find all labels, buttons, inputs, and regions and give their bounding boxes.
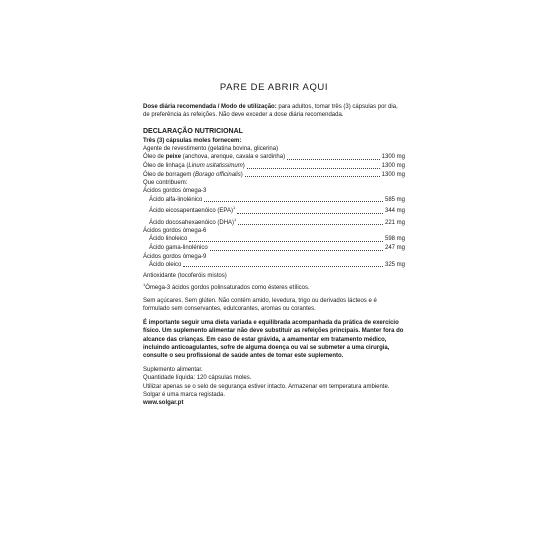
nutrient-value: 1300 mg <box>381 154 405 161</box>
dot-leader <box>237 212 383 214</box>
nutrient-label: Ácido alfa-linolénico <box>149 196 203 203</box>
omega9-title: Ácidos gordos ómega-9 <box>143 253 207 260</box>
nutrient-label: Ácido eicosapentaenóico (EPA)$^1$ <box>149 205 236 215</box>
nutrient-label: Ácido gama-linolénico <box>149 245 208 252</box>
nutrient-row-dha <box>143 216 405 228</box>
dose-text: para adultos, tomar três (3) cápsulas por dia, de preferência às refeições. Não deve exceder a dose diária recomendada. <box>143 104 398 119</box>
seal-line: Utilizar apenas se o selo de segurança estiver intacto. Armazenar em temperatura ambiente. <box>143 383 390 390</box>
warning-paragraph: É importante seguir uma dieta variada e equilibrada acompanhada da prática de exercício físico. Um suplemento alimentar não deve substituir as refeições principais. Manter fora do alcance das crianças. Em caso de estar grávida, a amamentar em tratamento médico, incluindo anticoagulantes, sofre de alguma doença ou vai se submeter a uma cirurgia, consulte o seu profissional de saúde antes de tomar este suplemento. <box>143 319 404 360</box>
nutrient-row-ala <box>143 196 405 205</box>
nutrition-declaration <box>143 128 405 291</box>
dose-label: Dose diária recomendada / Modo de utilização: <box>143 104 277 110</box>
antioxidant-line: Antioxidante (tocoferóis mistos) <box>143 273 227 280</box>
nutrient-label: Óleo de borragem (Borago officinalis) <box>143 171 243 178</box>
contribute-line: Que contribuem: <box>143 180 188 187</box>
free-from-paragraph: Sem açúcares. Sem glúten. Não contém amido, levedura, trigo ou derivados lácteos e é formulado sem conservantes, edulcorantes, aromas ou corantes. <box>143 297 377 313</box>
coating-line: Agente de revestimento (gelatina bovina, glicerina) <box>143 146 279 153</box>
nutrient-row-linseed-oil <box>143 162 405 171</box>
dot-leader <box>183 265 383 267</box>
nutrient-row-fish-oil <box>143 153 405 162</box>
nutrient-label: Ácido docosahexaenóico (DHA)$^1$ <box>149 216 237 226</box>
footnote: $^1$Ómega-3 ácidos gordos polinsaturados como ésteres etílicos. <box>143 281 310 291</box>
nutrient-value: 344 mg <box>384 208 405 215</box>
nutrient-row-epa <box>143 204 405 216</box>
dot-leader <box>189 240 383 242</box>
quantity-line: Quantidade líquida: 120 cápsulas moles. <box>143 375 252 382</box>
dot-leader <box>238 223 383 225</box>
nutrient-value: 1300 mg <box>381 162 405 169</box>
nutrient-value: 1300 mg <box>381 171 405 178</box>
trademark-line: Solgar é uma marca registada. <box>143 391 226 398</box>
nutrient-value: 247 mg <box>384 245 405 252</box>
omega6-title: Ácidos gordos ómega-6 <box>143 228 207 235</box>
tear-here-heading: PARE DE ABRIR AQUI <box>219 82 329 93</box>
nutrient-value: 325 mg <box>384 261 405 268</box>
nutrient-row-oa <box>143 261 405 270</box>
nutrient-value: 598 mg <box>384 236 405 243</box>
nutrient-row-gla <box>143 244 405 253</box>
dot-leader <box>287 158 380 160</box>
supplement-line: Suplemento alimentar. <box>143 366 203 373</box>
nutrient-value: 585 mg <box>384 196 405 203</box>
dot-leader <box>204 200 383 202</box>
label-panel <box>143 82 405 408</box>
declaration-title: DECLARAÇÃO NUTRICIONAL <box>143 128 243 136</box>
nutrient-label: Ácido linoleico <box>149 236 188 243</box>
declaration-subtitle: Três (3) cápsulas moles fornecem: <box>143 137 242 144</box>
nutrient-label: Óleo de linhaça (Linum usitatissimum) <box>143 162 245 169</box>
dot-leader <box>210 249 383 251</box>
omega3-title: Ácidos gordos ómega-3 <box>143 188 207 195</box>
dot-leader <box>245 175 380 177</box>
nutrient-row-la <box>143 235 405 244</box>
nutrient-value: 221 mg <box>384 219 405 226</box>
nutrient-label: Óleo de peixe (anchova, arenque, cavala e sardinha) <box>143 154 286 161</box>
nutrient-row-borage-oil <box>143 171 405 180</box>
website-link[interactable]: www.solgar.pt <box>143 400 184 407</box>
nutrient-label: Ácido oleico <box>149 261 182 268</box>
dose-paragraph <box>143 103 405 119</box>
dot-leader <box>247 167 380 169</box>
